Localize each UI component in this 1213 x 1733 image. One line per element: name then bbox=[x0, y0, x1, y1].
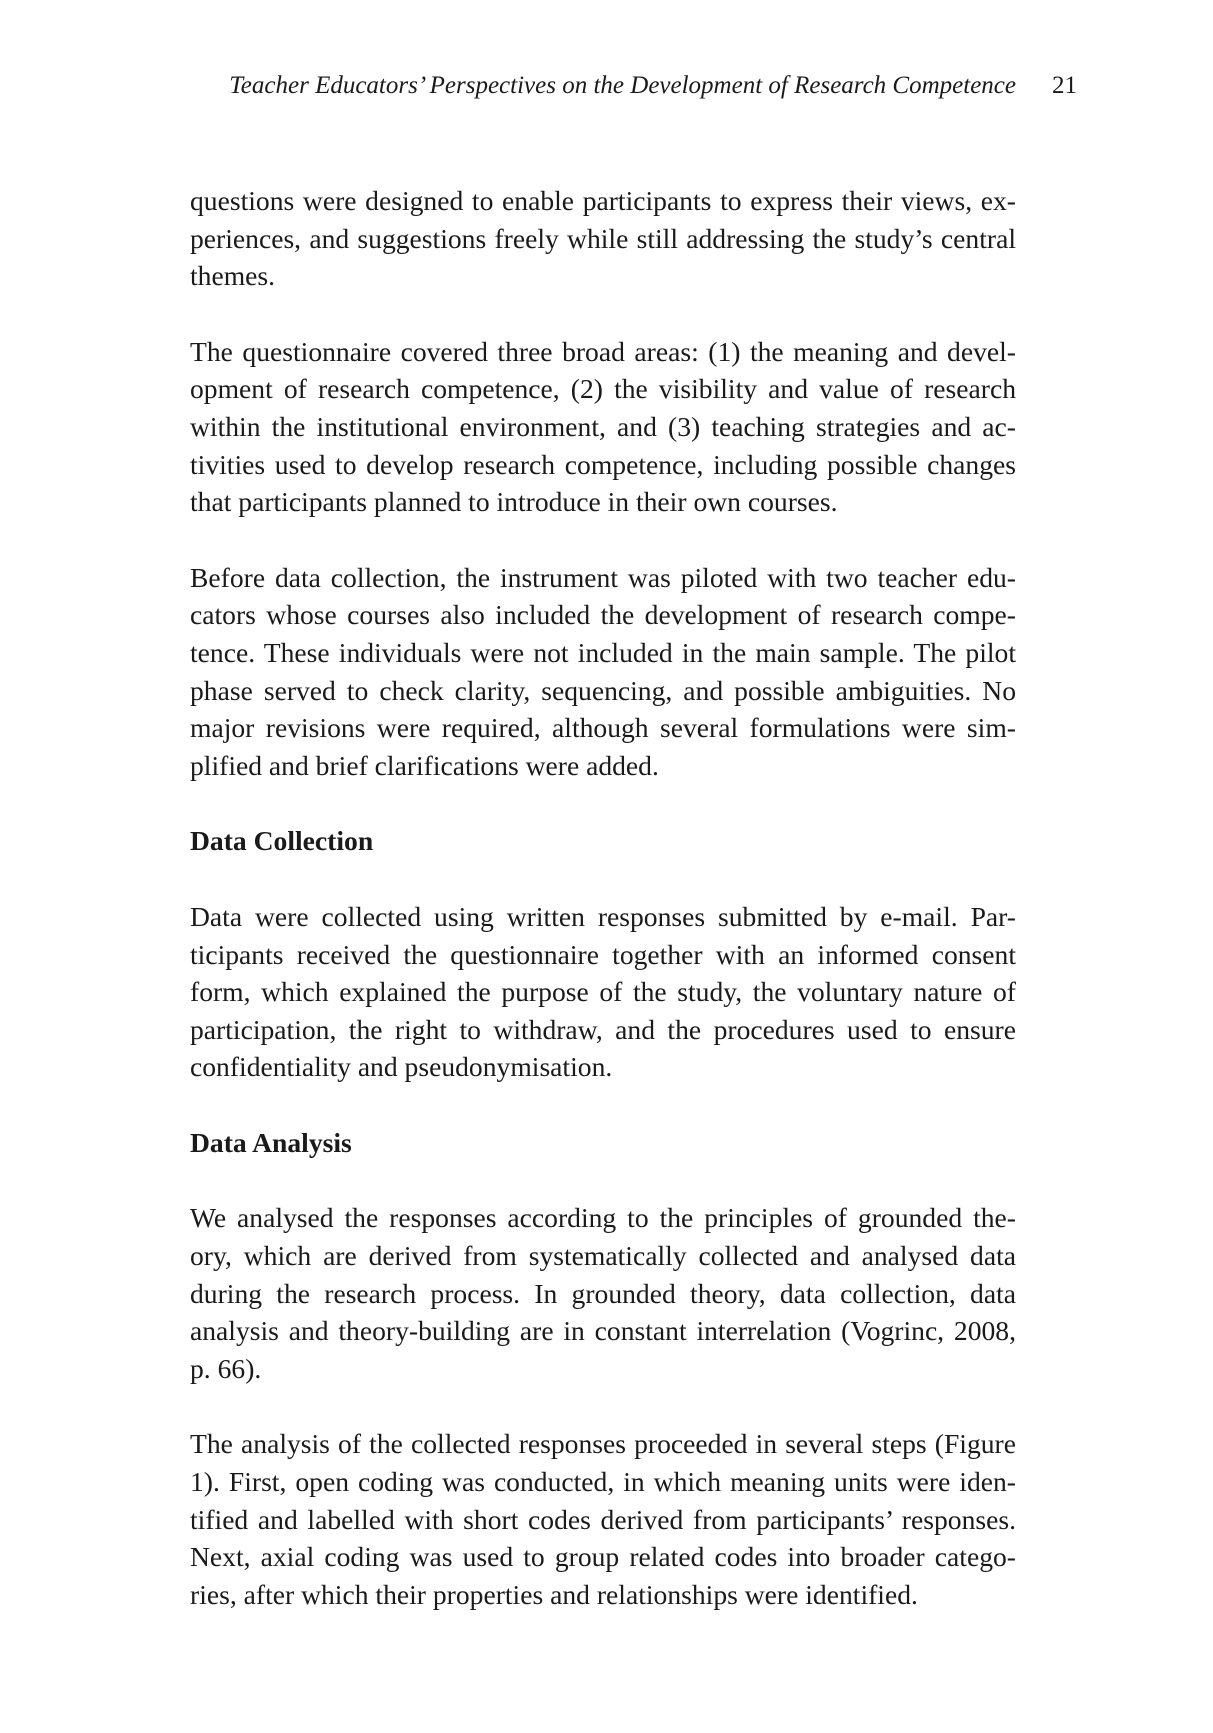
text-line: ticipants received the questionnaire together with an informed consent bbox=[190, 938, 1016, 970]
section-heading-data-analysis: Data Analysis bbox=[190, 1126, 352, 1158]
text-line: analysis and theory-building are in constant interrelation (Vogrinc, 2008, bbox=[190, 1315, 1016, 1347]
paragraph-4 bbox=[190, 898, 1016, 1086]
text-line: themes. bbox=[190, 260, 276, 292]
text-line: tivities used to develop research competence, including possible changes bbox=[190, 448, 1016, 480]
text-line: Data were collected using written responses submitted by e-mail. Par- bbox=[190, 900, 1016, 932]
text-line: cators whose courses also included the development of research compe- bbox=[190, 599, 1016, 631]
text-line: tence. These individuals were not included in the main sample. The pilot bbox=[190, 636, 1016, 668]
text-line: questions were designed to enable participants to express their views, ex- bbox=[190, 185, 1016, 216]
section-heading-data-collection: Data Collection bbox=[190, 825, 374, 857]
text-line: that participants planned to introduce in their own courses. bbox=[190, 486, 838, 518]
text-line: tified and labelled with short codes derived from participants’ responses. bbox=[190, 1503, 1016, 1535]
text-line: form, which explained the purpose of the study, the voluntary nature of bbox=[190, 976, 1016, 1008]
paragraph-3 bbox=[190, 559, 1016, 785]
text-line: Next, axial coding was used to group related codes into broader catego- bbox=[190, 1541, 1016, 1573]
text-line: The questionnaire covered three broad areas: (1) the meaning and devel- bbox=[190, 335, 1016, 367]
text-line: The analysis of the collected responses proceeded in several steps (Figure bbox=[190, 1428, 1016, 1460]
text-line: within the institutional environment, and (3) teaching strategies and ac- bbox=[190, 410, 1016, 442]
text-line: opment of research competence, (2) the visibility and value of research bbox=[190, 373, 1016, 405]
body-text bbox=[190, 182, 1016, 1651]
text-line: major revisions were required, although several formulations were sim- bbox=[190, 712, 1016, 744]
paragraph-6 bbox=[190, 1425, 1016, 1613]
text-line: confidentiality and pseudonymisation. bbox=[190, 1051, 613, 1083]
text-line: during the research process. In grounded theory, data collection, data bbox=[190, 1277, 1016, 1309]
paragraph-2 bbox=[190, 333, 1016, 521]
text-line: Before data collection, the instrument was piloted with two teacher edu- bbox=[190, 561, 1016, 593]
text-line: 1). First, open coding was conducted, in which meaning units were iden- bbox=[190, 1466, 1016, 1498]
text-line: periences, and suggestions freely while still addressing the study’s central bbox=[190, 222, 1016, 254]
text-line: participation, the right to withdraw, and the procedures used to ensure bbox=[190, 1013, 1016, 1045]
text-line: phase served to check clarity, sequencing, and possible ambiguities. No bbox=[190, 674, 1016, 706]
text-line: ory, which are derived from systematically collected and analysed data bbox=[190, 1240, 1016, 1272]
text-line: We analysed the responses according to the principles of grounded the- bbox=[190, 1202, 1016, 1234]
paragraph-1 bbox=[190, 182, 1016, 295]
paragraph-5 bbox=[190, 1199, 1016, 1387]
running-title: Teacher Educators’ Perspectives on the Development of Research Competence bbox=[229, 72, 1016, 99]
text-line: ries, after which their properties and relationships were identified. bbox=[190, 1578, 918, 1610]
text-line: plified and brief clarifications were added. bbox=[190, 749, 659, 781]
running-header bbox=[0, 68, 1213, 108]
text-line: p. 66). bbox=[190, 1352, 262, 1384]
page-number: 21 bbox=[1052, 72, 1077, 99]
